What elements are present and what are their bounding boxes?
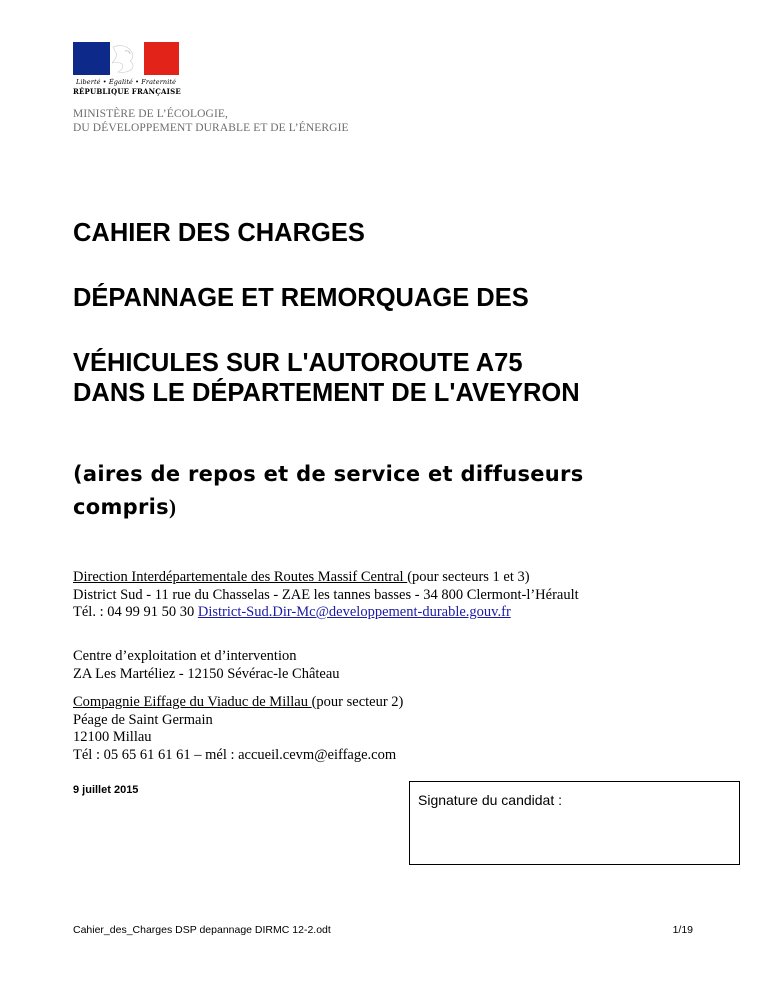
signature-box[interactable] [409,781,740,865]
centre-contact-block [73,648,340,683]
ministry-line-1: MINISTÈRE DE L’ÉCOLOGIE, [73,108,228,120]
subtitle-open-paren: ( [73,462,83,486]
document-title-line-3 [73,348,580,408]
centre-address: ZA Les Martéliez - 12150 Sévérac-le Château [73,665,340,682]
dir-address: District Sud - 11 rue du Chasselas - ZAE les tannes basses - 34 800 Clermont-l’Hérault [73,586,579,603]
dir-email-link[interactable]: District-Sud.Dir-Mc@developpement-durable.gouv.fr [197,604,511,620]
document-date: 9 juillet 2015 [73,784,139,796]
dir-note: (pour secteurs 1 et 3) [407,569,530,585]
marianne-flag-icon [73,42,179,75]
eiffage-phone-email: Tél : 05 65 61 61 61 – mél : accueil.cevm@eiffage.com [73,746,397,763]
document-subtitle [73,458,693,524]
subtitle-close-paren: ) [168,495,177,519]
title-line-3a: VÉHICULES SUR L'AUTOROUTE A75 [73,349,523,377]
document-title-line-2: DÉPANNAGE ET REMORQUAGE DES [73,284,529,312]
subtitle-text: aires de repos et de service et diffuseurs compris [73,462,584,519]
dir-contact-block [73,569,579,622]
signature-label: Signature du candidat : [418,792,562,808]
dir-phone: Tél. : 04 99 91 50 30 [73,604,198,620]
footer-filename: Cahier_des_Charges DSP depannage DIRMC 12-2.odt [73,924,331,936]
republic-motto: Liberté • Égalité • Fraternité [75,78,177,86]
dir-name: Direction Interdépartementale des Routes Massif Central [73,569,408,585]
footer-page-number: 1/19 [672,924,693,936]
document-title: CAHIER DES CHARGES [73,219,365,247]
eiffage-note: (pour secteur 2) [311,694,404,710]
ministry-name [73,107,349,135]
ministry-line-2: DU DÉVELOPPEMENT DURABLE ET DE L’ÉNERGIE [73,122,349,134]
title-line-3b: DANS LE DÉPARTEMENT DE L'AVEYRON [73,379,580,407]
republique-francaise-logo [73,42,179,96]
eiffage-address-line-1: Péage de Saint Germain [73,711,213,728]
republic-name: RÉPUBLIQUE FRANÇAISE [73,87,181,96]
eiffage-address-line-2: 12100 Millau [73,729,152,745]
centre-name: Centre d’exploitation et d’intervention [73,648,297,664]
eiffage-contact-block [73,694,403,764]
eiffage-name: Compagnie Eiffage du Viaduc de Millau [73,694,312,710]
